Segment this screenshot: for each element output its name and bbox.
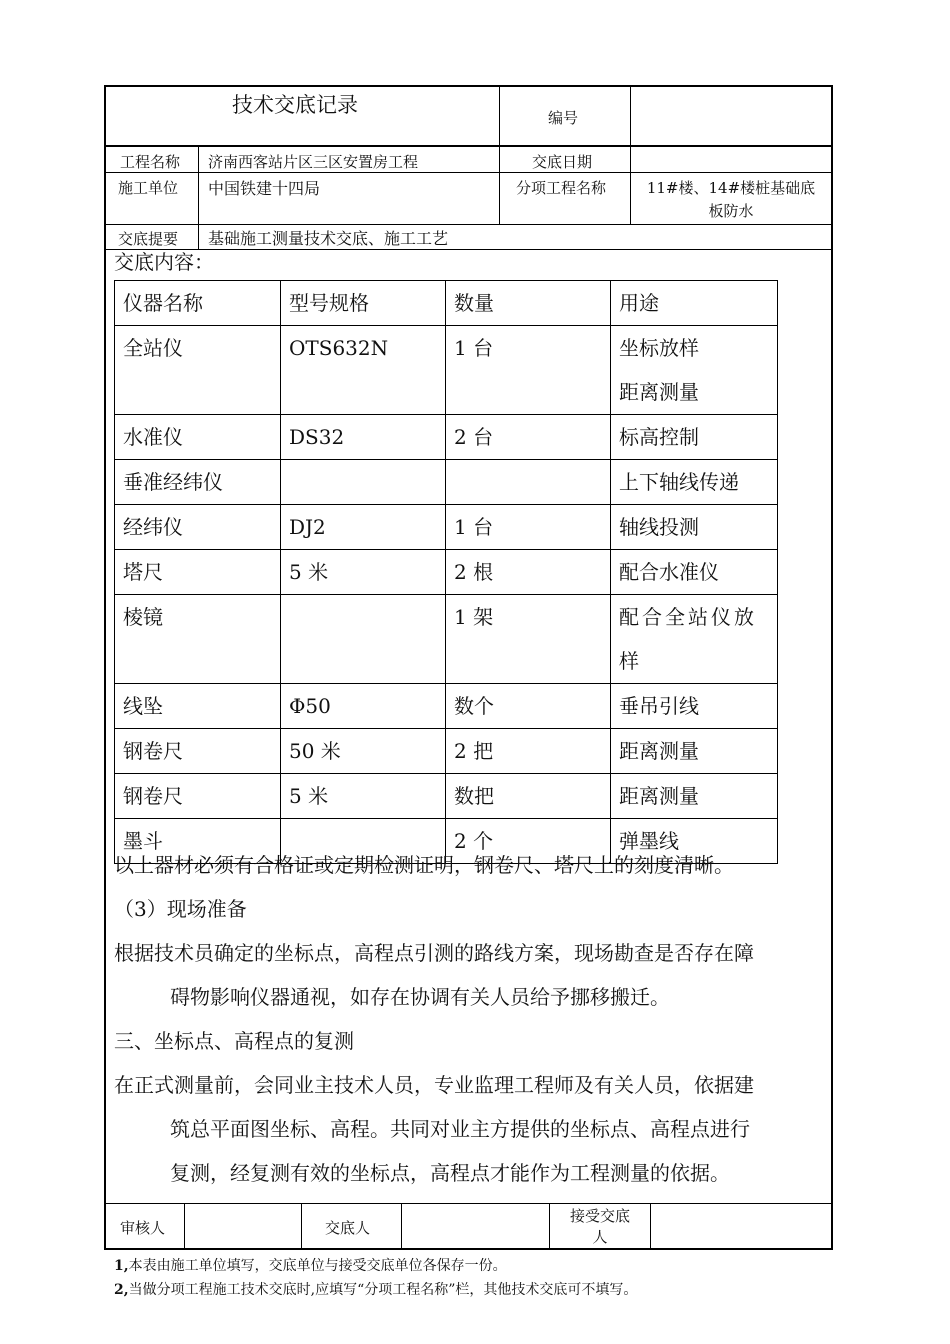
discloser-label: 交底人	[325, 1219, 371, 1237]
sub-project-label: 分项工程名称	[516, 179, 607, 197]
cell-qty: 2 个	[446, 819, 611, 864]
divider	[105, 145, 832, 147]
table-row	[115, 729, 778, 774]
cell-model: 5 米	[281, 550, 446, 595]
section-site-preparation: （3）现场准备	[114, 897, 247, 921]
divider	[549, 1204, 550, 1249]
cell-use: 垂吊引线	[611, 684, 778, 729]
cell-qty: 数个	[446, 684, 611, 729]
cell-name: 线坠	[115, 684, 281, 729]
reviewer-label: 审核人	[120, 1219, 166, 1237]
cell-name: 水准仪	[115, 415, 281, 460]
unit-label: 施工单位	[118, 179, 179, 197]
text-line: 复测，经复测有效的坐标点，高程点才能作为工程测量的依据。	[170, 1161, 730, 1185]
divider	[499, 86, 500, 146]
summary-text: 基础施工测量技术交底、施工工艺	[208, 229, 449, 248]
receiver-label	[551, 1206, 649, 1248]
cell-model: 5 米	[281, 774, 446, 819]
sub-project-line1: 11#楼、14#楼桩基础底	[646, 179, 816, 197]
text-line: 在正式测量前，会同业主技术人员，专业监理工程师及有关人员，依据建	[114, 1073, 754, 1097]
table-row	[115, 774, 778, 819]
summary-label: 交底提要	[118, 230, 179, 248]
paragraph-recheck	[114, 1063, 828, 1195]
form-title: 技术交底记录	[232, 93, 358, 117]
divider	[105, 224, 832, 225]
content-label: 交底内容：	[114, 250, 214, 274]
cell-qty: 2 台	[446, 415, 611, 460]
column-header: 仪器名称	[115, 281, 281, 326]
column-header: 用途	[611, 281, 778, 326]
cell-qty: 1 架	[446, 595, 611, 684]
table-row	[115, 595, 778, 684]
note-number: 2,	[114, 1282, 129, 1298]
divider	[301, 1204, 302, 1249]
note-number: 1,	[114, 1258, 129, 1274]
cell-use: 距离测量	[611, 729, 778, 774]
table-header-row	[115, 281, 778, 326]
cell-model: DS32	[281, 415, 446, 460]
table-row	[115, 460, 778, 505]
cell-qty: 1 台	[446, 326, 611, 415]
note-text: 本表由施工单位填写，交底单位与接受交底单位各保存一份。	[128, 1258, 507, 1274]
equipment-table	[114, 280, 778, 864]
table-row	[115, 505, 778, 550]
sub-project-name	[632, 177, 830, 223]
note-2	[114, 1279, 637, 1299]
column-header: 型号规格	[281, 281, 446, 326]
divider	[499, 146, 500, 224]
cell-name: 钢卷尺	[115, 774, 281, 819]
cell-use: 弹墨线	[611, 819, 778, 864]
divider	[105, 1203, 832, 1204]
table-row	[115, 684, 778, 729]
cell-use: 配合全站仪放 样	[611, 595, 778, 684]
cell-use: 配合水准仪	[611, 550, 778, 595]
project-name-label: 工程名称	[120, 153, 181, 171]
receiver-label-line1: 接受交底	[569, 1207, 630, 1225]
divider	[630, 146, 631, 224]
cell-name: 塔尺	[115, 550, 281, 595]
divider	[198, 146, 199, 249]
cell-qty: 2 把	[446, 729, 611, 774]
table-row	[115, 326, 778, 415]
text-line: 筑总平面图坐标、高程。共同对业主方提供的坐标点、高程点进行	[170, 1117, 750, 1141]
number-label: 编号	[548, 109, 579, 127]
cell-name: 经纬仪	[115, 505, 281, 550]
cell-name: 钢卷尺	[115, 729, 281, 774]
divider	[401, 1204, 402, 1249]
cell-name: 棱镜	[115, 595, 281, 684]
cell-model: Φ50	[281, 684, 446, 729]
construction-unit: 中国铁建十四局	[208, 179, 321, 198]
sub-project-line2: 板防水	[708, 202, 754, 220]
cell-qty: 数把	[446, 774, 611, 819]
table-row	[115, 415, 778, 460]
cell-use: 上下轴线传递	[611, 460, 778, 505]
column-header: 数量	[446, 281, 611, 326]
cell-model	[281, 460, 446, 505]
cell-use: 标高控制	[611, 415, 778, 460]
cell-name: 墨斗	[115, 819, 281, 864]
project-name: 济南西客站片区三区安置房工程	[208, 153, 419, 171]
cell-name: 全站仪	[115, 326, 281, 415]
cell-qty: 2 根	[446, 550, 611, 595]
divider	[105, 172, 832, 173]
cell-use: 距离测量	[611, 774, 778, 819]
receiver-label-line2: 人	[592, 1228, 608, 1246]
cell-use: 轴线投测	[611, 505, 778, 550]
cell-model	[281, 595, 446, 684]
cell-qty	[446, 460, 611, 505]
cell-name: 垂准经纬仪	[115, 460, 281, 505]
divider	[184, 1204, 185, 1249]
cell-model: 50 米	[281, 729, 446, 774]
table-row	[115, 550, 778, 595]
paragraph-site-preparation	[114, 931, 828, 1019]
text-line: 碍物影响仪器通视，如存在协调有关人员给予挪移搬迁。	[170, 985, 670, 1009]
text-line: 根据技术员确定的坐标点，高程点引测的路线方案，现场勘查是否存在障	[114, 941, 754, 965]
cell-model: DJ2	[281, 505, 446, 550]
divider	[650, 1204, 651, 1249]
section-recheck: 三、坐标点、高程点的复测	[114, 1029, 354, 1053]
cell-model: OTS632N	[281, 326, 446, 415]
cell-qty: 1 台	[446, 505, 611, 550]
divider	[630, 86, 631, 146]
note-1	[114, 1255, 507, 1275]
date-label: 交底日期	[532, 153, 593, 171]
note-text: 当做分项工程施工技术交底时,应填写“分项工程名称”栏，其他技术交底可不填写。	[128, 1282, 638, 1298]
divider	[105, 249, 832, 250]
paragraph-equipment-note: 以上器材必须有合格证或定期检测证明，钢卷尺、塔尺上的刻度清晰。	[114, 853, 734, 877]
cell-use: 坐标放样 距离测量	[611, 326, 778, 415]
